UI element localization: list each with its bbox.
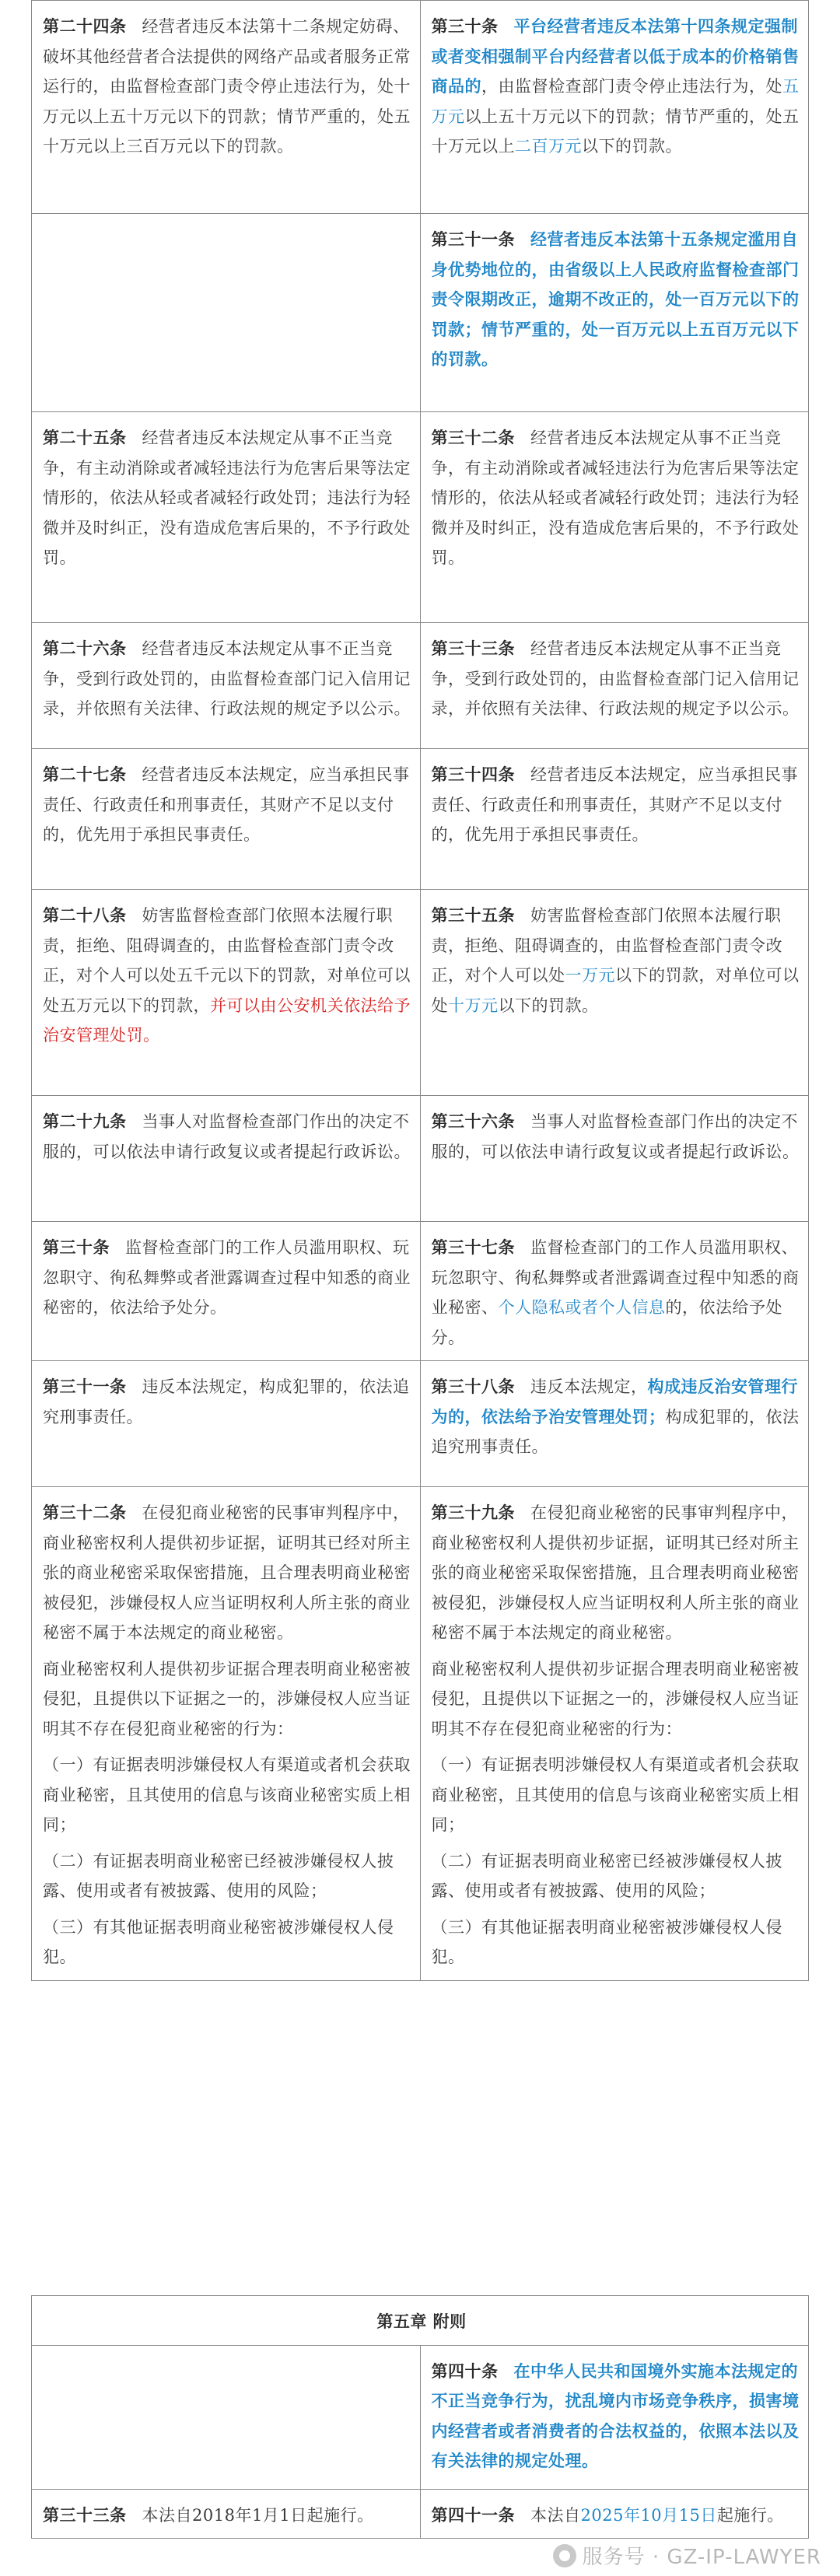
article-text: （三）有其他证据表明商业秘密被涉嫌侵权人侵犯。 — [43, 1917, 394, 1966]
article-number: 第三十四条 — [431, 765, 515, 784]
article-number: 第二十九条 — [43, 1111, 127, 1131]
chapter-header-row — [32, 2296, 809, 2346]
watermark-text: 服务号 · GZ-IP-LAWYER — [582, 2546, 821, 2569]
article-paragraph — [432, 1750, 801, 1840]
wechat-icon — [553, 2544, 576, 2567]
highlighted-text: 构成违反治安管理行为的，依法给予治安管理处罚； — [431, 1377, 798, 1426]
article-text: 以下的罚款。 — [582, 137, 682, 156]
article-paragraph — [432, 1654, 801, 1745]
article-text: 以上五十万元以下的罚款；情节严重的，处五十万元以上 — [431, 107, 800, 156]
article-number: 第二十七条 — [43, 765, 127, 784]
article-text: 以下的罚款。 — [498, 996, 599, 1015]
article-number: 第三十六条 — [431, 1111, 515, 1131]
article-text: 本法自2018年1月1日起施行。 — [142, 2505, 374, 2525]
old-article-cell — [32, 749, 421, 890]
article-number: 第三十二条 — [431, 428, 515, 447]
old-article-cell — [32, 214, 421, 412]
article-row — [32, 623, 809, 749]
article-number: 第二十六条 — [43, 639, 127, 658]
article-number: 第三十九条 — [431, 1503, 515, 1522]
old-article-cell — [32, 623, 421, 749]
article-text: （一）有证据表明涉嫌侵权人有渠道或者机会获取商业秘密，且其使用的信息与该商业秘密实质上相同； — [43, 1755, 411, 1834]
article-number: 第三十条 — [431, 16, 499, 36]
article-paragraph — [43, 1654, 412, 1745]
article-row — [32, 1096, 809, 1222]
article-text: 经营者违反本法规定从事不正当竞争，有主动消除或者减轻违法行为危害后果等法定情形的，依法从轻或者减轻行政处罚；违法行为轻微并及时纠正，没有造成危害后果的，不予行政处罚。 — [43, 429, 411, 567]
highlighted-text: 经营者违反本法第十五条规定滥用自身优势地位的，由省级以上人民政府监督检查部门责令限期改正，逾期不改正的，处一百万元以下的罚款；情节严重的，处一百万元以上五百万元以下的罚款。 — [431, 229, 800, 369]
new-article-cell — [420, 1487, 809, 1981]
article-paragraph — [432, 1498, 801, 1648]
article-number: 第四十条 — [431, 2361, 499, 2381]
article-text: （一）有证据表明涉嫌侵权人有渠道或者机会获取商业秘密，且其使用的信息与该商业秘密实质上相同； — [431, 1755, 800, 1834]
article-text: 经营者违反本法规定从事不正当竞争，有主动消除或者减轻违法行为危害后果等法定情形的，依法从轻或者减轻行政处罚；违法行为轻微并及时纠正，没有造成危害后果的，不予行政处罚。 — [431, 429, 800, 567]
old-article-cell — [32, 1487, 421, 1981]
article-row — [32, 412, 809, 623]
article-text: 经营者违反本法规定，应当承担民事责任、行政责任和刑事责任，其财产不足以支付的，优先用于承担民事责任。 — [43, 765, 410, 844]
article-row — [32, 1361, 809, 1487]
article-paragraph — [432, 1846, 801, 1906]
article-number: 第二十五条 — [43, 428, 127, 447]
new-article-cell — [420, 890, 809, 1096]
article-row — [32, 214, 809, 412]
article-text: 以下的罚款，对单位可以处 — [431, 966, 800, 1015]
new-article-cell — [420, 749, 809, 890]
article-paragraph — [43, 1498, 412, 1648]
new-article-cell — [420, 1096, 809, 1222]
old-article-cell — [32, 412, 421, 623]
article-text: 在侵犯商业秘密的民事审判程序中，商业秘密权利人提供初步证据，证明其已经对所主张的商业秘密采取保密措施，且合理表明商业秘密被侵犯，涉嫌侵权人应当证明权利人所主张的商业秘密不属于本法规定的商业秘密。 — [43, 1503, 411, 1642]
highlighted-text: 在中华人民共和国境外实施本法规定的不正当竞争行为，扰乱境内市场竞争秩序，损害境内经营者或者消费者的合法权益的，依照本法以及有关法律的规定处理。 — [431, 2361, 800, 2470]
article-text: （二）有证据表明商业秘密已经被涉嫌侵权人披露、使用或者有被披露、使用的风险； — [431, 1851, 782, 1900]
old-article-cell — [32, 1222, 421, 1361]
article-number: 第三十三条 — [431, 639, 515, 658]
old-article-cell — [32, 2345, 421, 2489]
article-row — [32, 1222, 809, 1361]
article-comparison-table — [31, 0, 809, 1981]
article-text: 经营者违反本法规定从事不正当竞争，受到行政处罚的，由监督检查部门记入信用记录，并依照有关法律、行政法规的规定予以公示。 — [43, 639, 411, 718]
article-text: 违反本法规定， — [530, 1377, 648, 1396]
article-text: 妨害监督检查部门依照本法履行职责，拒绝、阻碍调查的，由监督检查部门责令改正，对个人可以处五千元以下的罚款，对单位可以处五万元以下的罚款， — [43, 906, 411, 1015]
new-article-cell — [420, 2345, 809, 2489]
old-article-cell — [32, 1361, 421, 1487]
article-row — [32, 1487, 809, 1981]
highlighted-text: 五万元 — [431, 77, 800, 126]
article-number: 第二十八条 — [43, 905, 127, 925]
article-text: 当事人对监督检查部门作出的决定不服的，可以依法申请行政复议或者提起行政诉讼。 — [431, 1112, 800, 1161]
article-number: 第三十三条 — [43, 2504, 127, 2525]
new-article-cell — [420, 623, 809, 749]
article-text: 妨害监督检查部门依照本法履行职责，拒绝、阻碍调查的，由监督检查部门责令改正，对个人可以处 — [431, 906, 782, 985]
new-article-cell — [420, 412, 809, 623]
article-text: 违反本法规定，构成犯罪的，依法追究刑事责任。 — [43, 1377, 410, 1426]
chapter-table — [31, 2295, 809, 2539]
article-number: 第四十一条 — [431, 2504, 515, 2525]
new-article-cell — [420, 1361, 809, 1487]
old-article-cell — [32, 1096, 421, 1222]
old-article-cell — [32, 890, 421, 1096]
watermark — [553, 2541, 821, 2570]
article-text: 在侵犯商业秘密的民事审判程序中，商业秘密权利人提供初步证据，证明其已经对所主张的商业秘密采取保密措施，且合理表明商业秘密被侵犯，涉嫌侵权人应当证明权利人所主张的商业秘密不属于本法规定的商业秘密。 — [431, 1503, 800, 1642]
article-number: 第三十一条 — [43, 1377, 127, 1396]
chapter-article-row — [32, 2489, 809, 2539]
article-number: 第三十七条 — [431, 1237, 515, 1257]
article-text: 起施行。 — [716, 2505, 784, 2525]
article-text: 当事人对监督检查部门作出的决定不服的，可以依法申请行政复议或者提起行政诉讼。 — [43, 1112, 411, 1161]
article-paragraph — [43, 1750, 412, 1840]
new-article-cell — [420, 2489, 809, 2539]
article-number: 第二十四条 — [43, 16, 127, 36]
article-number: 第三十八条 — [431, 1377, 515, 1396]
highlighted-text: 并可以由公安机关依法给予治安管理处罚。 — [43, 996, 411, 1045]
new-article-cell — [420, 1, 809, 214]
article-paragraph — [43, 1913, 412, 1972]
highlighted-text: 2025年10月15日 — [580, 2505, 717, 2525]
highlighted-text: 二百万元 — [515, 137, 582, 156]
article-text: 商业秘密权利人提供初步证据合理表明商业秘密被侵犯，且提供以下证据之一的，涉嫌侵权人应当证明其不存在侵犯商业秘密的行为： — [43, 1659, 411, 1738]
article-row — [32, 749, 809, 890]
highlighted-text: 平台经营者违反本法第十四条规定强制或者变相强制平台内经营者以低于成本的价格销售商品的 — [431, 16, 800, 96]
new-article-cell — [420, 1222, 809, 1361]
chapter-article-row — [32, 2345, 809, 2489]
article-row — [32, 1, 809, 214]
article-text: 商业秘密权利人提供初步证据合理表明商业秘密被侵犯，且提供以下证据之一的，涉嫌侵权人应当证明其不存在侵犯商业秘密的行为： — [431, 1659, 800, 1738]
article-row — [32, 890, 809, 1096]
article-text: 经营者违反本法规定从事不正当竞争，受到行政处罚的，由监督检查部门记入信用记录，并依照有关法律、行政法规的规定予以公示。 — [431, 639, 800, 718]
highlighted-text: 个人隐私或者个人信息 — [498, 1298, 666, 1317]
highlighted-text: 十万元 — [448, 996, 499, 1015]
chapter-title: 第五章 附则 — [32, 2296, 809, 2346]
article-number: 第三十一条 — [431, 229, 515, 249]
old-article-cell — [32, 1, 421, 214]
article-text: 本法自 — [530, 2505, 581, 2525]
article-paragraph — [43, 1846, 412, 1906]
article-text: 监督检查部门的工作人员滥用职权、玩忽职守、徇私舞弊或者泄露调查过程中知悉的商业秘密的，依法给予处分。 — [43, 1238, 411, 1317]
article-paragraph — [432, 1913, 801, 1972]
new-article-cell — [420, 214, 809, 412]
old-article-cell — [32, 2489, 421, 2539]
article-number: 第三十五条 — [431, 905, 515, 925]
article-text: 构成犯罪的，依法追究刑事责任。 — [431, 1407, 800, 1456]
article-text: 经营者违反本法规定，应当承担民事责任、行政责任和刑事责任，其财产不足以支付的，优先用于承担民事责任。 — [431, 765, 798, 844]
article-number: 第三十二条 — [43, 1503, 127, 1522]
article-text: 监督检查部门的工作人员滥用职权、玩忽职守、徇私舞弊或者泄露调查过程中知悉的商业秘密、 — [431, 1238, 800, 1317]
highlighted-text: 一万元 — [565, 966, 615, 985]
article-text: （二）有证据表明商业秘密已经被涉嫌侵权人披露、使用或者有被披露、使用的风险； — [43, 1851, 394, 1900]
article-text: 的，依法给予处分。 — [431, 1298, 782, 1347]
article-text: （三）有其他证据表明商业秘密被涉嫌侵权人侵犯。 — [431, 1917, 782, 1966]
article-number: 第三十条 — [43, 1237, 110, 1257]
article-text: ，由监督检查部门责令停止违法行为，处 — [481, 77, 782, 96]
article-text: 经营者违反本法第十二条规定妨碍、破坏其他经营者合法提供的网络产品或者服务正常运行的，由监督检查部门责令停止违法行为，处十万元以上五十万元以下的罚款；情节严重的，处五十万元以上三百万元以下的罚款。 — [43, 17, 411, 156]
